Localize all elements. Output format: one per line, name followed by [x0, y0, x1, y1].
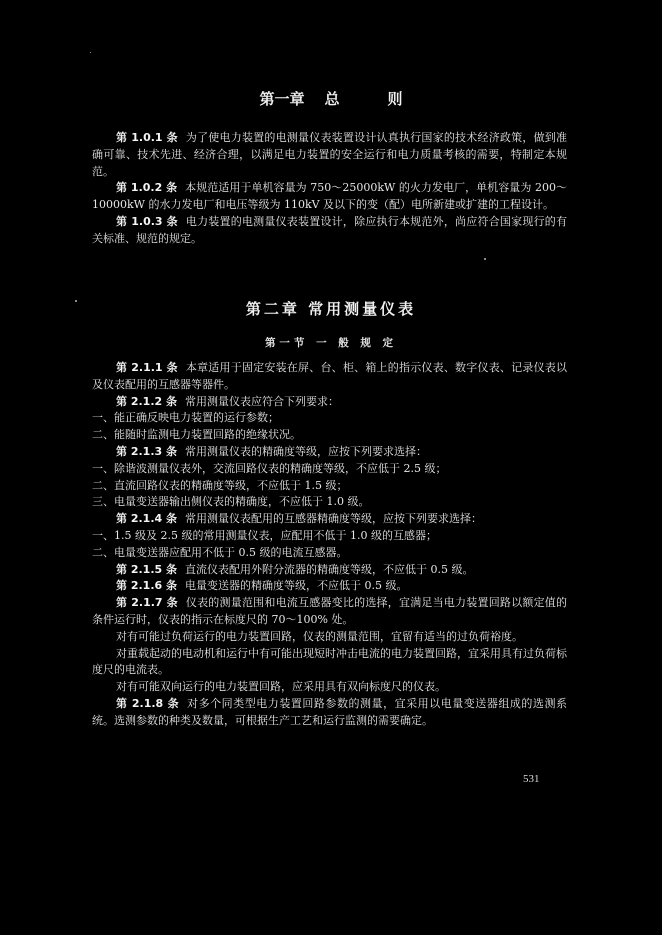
section1-title: 第一节 一 般 规 定	[264, 337, 398, 349]
chapter1-body	[92, 130, 567, 248]
paragraph-text: 对重载起动的电动机和运行中有可能出现短时冲击电流的电力装置回路，宜采用具有过负荷标度尺的电流表。	[92, 646, 567, 677]
clause-number: 第 1.0.3 条	[116, 214, 178, 228]
paragraph-text: 电力装置的电测量仪表装置设计，除应执行本规范外，尚应符合国家现行的有关标准、规范的规定。	[92, 214, 568, 245]
paragraph-text: 三、电量变送器输出侧仪表的精确度，不应低于 1.0 级。	[92, 495, 370, 509]
paragraph-text: 本规范适用于单机容量为 750～25000kW 的火力发电厂，单机容量为 200～10000kW 的水力发电厂和电压等级为 110kV 及以下的变（配）电所新建或扩建的工程设计。	[92, 181, 567, 212]
paragraph-text: 为了使电力装置的电测量仪表装置设计认真执行国家的技术经济政策，做到准确可靠、技术先进、经济合理，以满足电力装置的安全运行和电力质量考核的需要，特制定本规范。	[92, 131, 568, 178]
scan-speck	[75, 300, 77, 302]
page-number: 531	[523, 773, 540, 785]
paragraph-text: 对有可能双向运行的电力装置回路，应采用具有双向标度尺的仪表。	[116, 680, 446, 694]
paragraph	[92, 545, 567, 562]
chapter1-word2: 则	[387, 90, 403, 108]
paragraph	[92, 679, 567, 696]
chapter2-body	[92, 360, 567, 730]
clause-number: 第 2.1.2 条	[116, 394, 177, 408]
paragraph	[92, 427, 567, 444]
paragraph-text: 二、电量变送器应配用不低于 0.5 级的电流互感器。	[92, 545, 348, 559]
paragraph	[92, 180, 567, 214]
paragraph	[92, 646, 567, 680]
paragraph	[92, 478, 567, 495]
clause-paragraph	[92, 444, 567, 461]
paragraph	[92, 528, 567, 545]
chapter1-title	[0, 88, 662, 109]
clause-paragraph	[92, 511, 567, 528]
clause-number: 第 2.1.1 条	[116, 361, 178, 374]
paragraph	[92, 410, 567, 427]
paragraph-text: 常用测量仪表的精确度等级，应按下列要求选择：	[184, 444, 427, 458]
scan-speck	[484, 258, 486, 260]
clause-number: 第 2.1.3 条	[116, 444, 177, 458]
paragraph-text: 常用测量仪表应符合下列要求：	[184, 394, 339, 408]
paragraph-text: 仪表的测量范围和电流互感器变比的选择，宜满足当电力装置回路以额定值的条件运行时，仪表的指示在标度尺的 70～100% 处。	[92, 596, 568, 626]
chapter1-number: 第一章	[259, 90, 305, 108]
clause-number: 第 2.1.6 条	[116, 579, 177, 593]
clause-number: 第 2.1.7 条	[116, 596, 178, 610]
clause-paragraph	[92, 595, 567, 629]
clause-paragraph	[92, 578, 567, 595]
paragraph	[92, 494, 567, 511]
paragraph-text: 二、能随时监测电力装置回路的绝缘状况。	[92, 428, 301, 442]
clause-paragraph	[92, 360, 567, 394]
scan-speck	[90, 52, 91, 53]
paragraph-text: 一、除谐波测量仪表外，交流回路仪表的精确度等级，不应低于 2.5 级；	[92, 461, 447, 475]
paragraph-text: 对多个同类型电力装置回路参数的测量，宜采用以电量变送器组成的选测系统。选测参数的种类及数量，可根据生产工艺和运行监测的需要确定。	[92, 696, 567, 727]
paragraph	[92, 461, 567, 478]
paragraph-text: 一、1.5 级及 2.5 级的常用测量仪表，应配用不低于 1.0 级的互感器；	[92, 528, 437, 542]
clause-number: 第 2.1.5 条	[116, 562, 177, 576]
clause-paragraph	[92, 562, 567, 579]
paragraph-text: 电量变送器的精确度等级，不应低于 0.5 级。	[184, 579, 408, 593]
clause-paragraph	[92, 394, 567, 411]
chapter1-word1: 总	[324, 90, 340, 108]
paragraph-text: 对有可能过负荷运行的电力装置回路，仪表的测量范围，宜留有适当的过负荷裕度。	[116, 629, 523, 643]
paragraph-text: 本章适用于固定安装在屏、台、柜、箱上的指示仪表、数字仪表、记录仪表以及仪表配用的互感器等器件。	[92, 361, 568, 391]
chapter2-title: 第二章 常用测量仪表	[245, 300, 417, 318]
paragraph	[92, 130, 567, 180]
paragraph-text: 常用测量仪表配用的互感器精确度等级，应按下列要求选择：	[184, 512, 482, 526]
paragraph-text: 一、能正确反映电力装置的运行参数；	[92, 411, 279, 425]
clause-paragraph	[92, 696, 567, 730]
paragraph-text: 直流仪表配用外附分流器的精确度等级，不应低于 0.5 级。	[184, 562, 474, 576]
paragraph	[92, 214, 567, 248]
clause-number: 第 2.1.4 条	[116, 512, 177, 526]
paragraph	[92, 629, 567, 646]
clause-number: 第 1.0.2 条	[116, 181, 178, 195]
clause-number: 第 2.1.8 条	[116, 696, 180, 710]
clause-number: 第 1.0.1 条	[116, 131, 178, 144]
paragraph-text: 二、直流回路仪表的精确度等级，不应低于 1.5 级；	[92, 478, 348, 492]
